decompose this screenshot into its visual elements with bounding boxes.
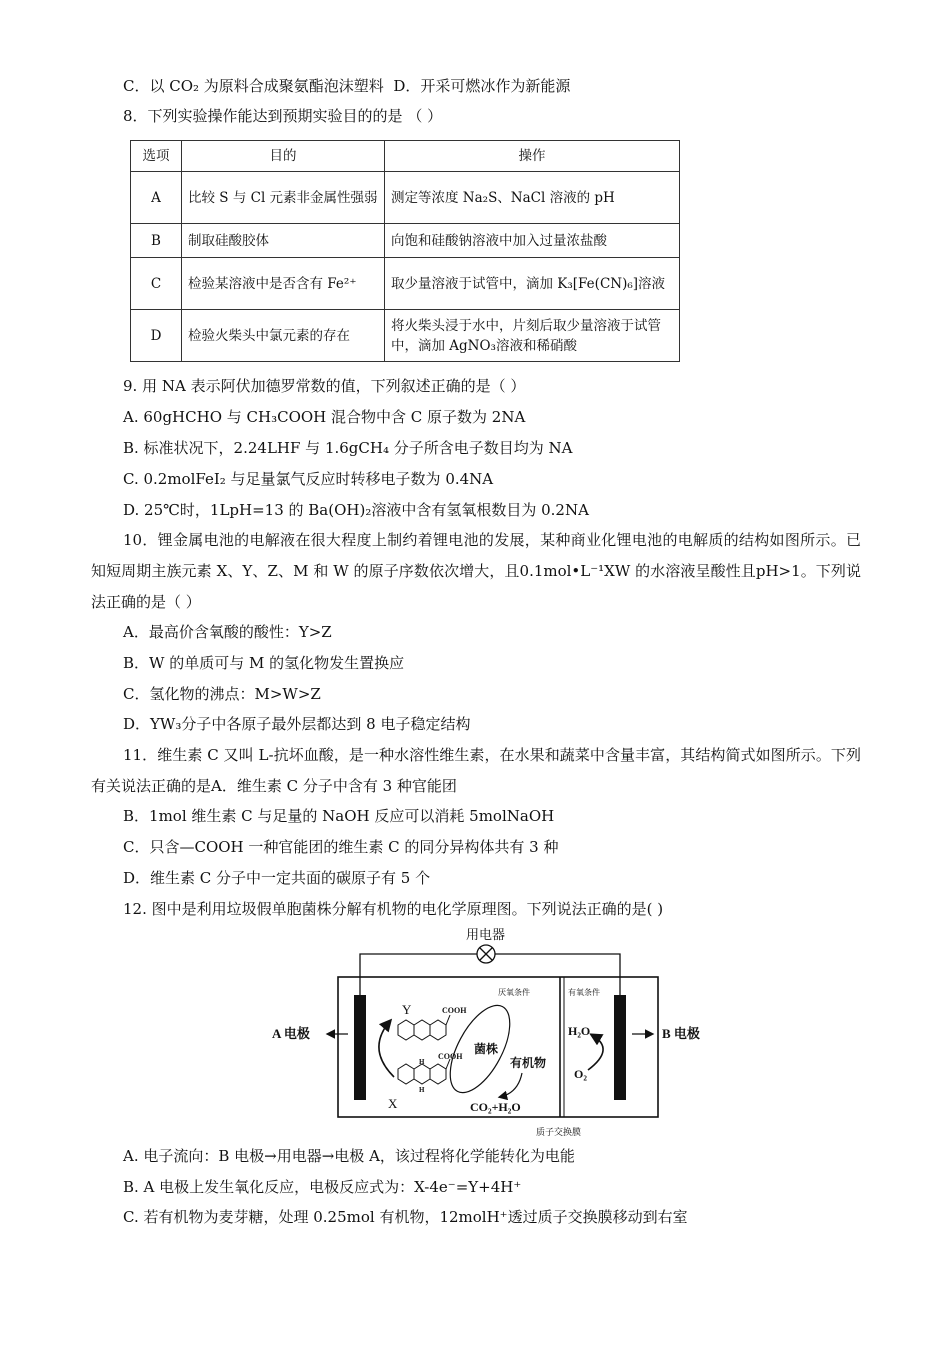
cell-operation: 测定等浓度 Na₂S、NaCl 溶液的 pH — [385, 172, 680, 224]
q10-option-d: D．YW₃分子中各原子最外层都达到 8 电子稳定结构 — [123, 715, 471, 733]
q12-option-c: C. 若有机物为麦芽糖，处理 0.25mol 有机物，12molH⁺透过质子交换膜移动到右室 — [123, 1208, 688, 1226]
molecule-x-label: X — [388, 1096, 398, 1111]
q9-option-c: C. 0.2molFeI₂ 与足量氯气反应时转移电子数为 0.4NA — [123, 470, 494, 488]
table-header-row — [131, 141, 680, 172]
q9-stem: 9. 用 NA 表示阿伏加德罗常数的值，下列叙述正确的是（ ） — [123, 377, 526, 395]
electrochem-diagram — [270, 925, 730, 1140]
electrode-a-label: A 电极 — [272, 1026, 310, 1041]
q8-table — [130, 140, 680, 362]
table-row — [131, 258, 680, 310]
q9-option-a: A. 60gHCHO 与 CH₃COOH 混合物中含 C 原子数为 2NA — [123, 408, 526, 426]
q8-stem: 8．下列实验操作能达到预期实验目的的是 （ ） — [123, 107, 443, 125]
q12-stem: 12. 图中是利用垃圾假单胞菌株分解有机物的电化学原理图。下列说法正确的是( ) — [123, 900, 664, 918]
q11-option-b: B．1mol 维生素 C 与足量的 NaOH 反应可以消耗 5molNaOH — [123, 807, 555, 825]
anaerobic-label: 厌氧条件 — [498, 988, 530, 997]
appliance-label: 用电器 — [466, 927, 506, 942]
table-row — [131, 172, 680, 224]
membrane-label: 质子交换膜 — [536, 1127, 582, 1137]
q9-option-b: B. 标准状况下，2.24LHF 与 1.6gCH₄ 分子所含电子数目均为 NA — [123, 439, 573, 457]
h-top-label: H — [419, 1058, 425, 1066]
q7-options-cd — [123, 76, 570, 96]
q11-stem: 11．维生素 C 又叫 L-抗坏血酸，是一种水溶性维生素，在水果和蔬菜中含量丰富，其结构简式如图所示。下列有关说法正确的是A．维生素 C 分子中含有 3 种官能团 — [91, 746, 861, 795]
electrode-b-label: B 电极 — [662, 1026, 700, 1041]
organic-label: 有机物 — [510, 1056, 547, 1070]
cell-option: A — [131, 172, 182, 224]
table-row — [131, 310, 680, 362]
q12-option-b: B. A 电极上发生氧化反应，电极反应式为：X-4e⁻=Y+4H⁺ — [123, 1178, 522, 1196]
q11-option-d: D．维生素 C 分子中一定共面的碳原子有 5 个 — [123, 869, 431, 887]
cooh-bottom-label: COOH — [438, 1052, 463, 1061]
products-label: CO₂+H₂O — [470, 1100, 521, 1114]
cooh-top-label: COOH — [442, 1006, 467, 1015]
electrode-a-bar — [354, 995, 366, 1100]
q10-stem: 10．锂金属电池的电解液在很大程度上制约着锂电池的发展，某种商业化锂电池的电解质的结构如图所示。已知短周期主族元素 X、Y、Z、M 和 W 的原子序数依次增大，且0.1mol•L⁻¹XW 的水溶液呈酸性且pH>1。下列说法正确的是（ ） — [91, 531, 861, 611]
q10-option-a: A．最高价含氧酸的酸性：Y>Z — [123, 623, 332, 641]
q12-option-a: A. 电子流向：B 电极→用电器→电极 A，该过程将化学能转化为电能 — [123, 1147, 575, 1165]
water-label: H₂O — [568, 1024, 591, 1038]
q10-option-b: B．W 的单质可与 M 的氢化物发生置换应 — [123, 654, 405, 672]
table-row — [131, 224, 680, 258]
q7-option-d: D．开采可燃冰作为新能源 — [393, 77, 571, 95]
cell-purpose: 制取硅酸胶体 — [182, 224, 385, 258]
cell-operation: 将火柴头浸于水中，片刻后取少量溶液于试管中，滴加 AgNO₃溶液和稀硝酸 — [385, 310, 680, 362]
appliance-icon — [477, 945, 495, 963]
o2-to-water-arrow — [588, 1035, 603, 1070]
external-wire — [360, 954, 477, 995]
cell-purpose: 检验某溶液中是否含有 Fe²⁺ — [182, 258, 385, 310]
electrode-b-bar — [614, 995, 626, 1100]
cell-purpose: 检验火柴头中氯元素的存在 — [182, 310, 385, 362]
molecule-y-label: Y — [402, 1002, 412, 1017]
col-header-purpose: 目的 — [182, 141, 385, 172]
oxygen-label: O₂ — [574, 1067, 587, 1081]
cell-option: D — [131, 310, 182, 362]
cell-option: B — [131, 224, 182, 258]
q9-option-d: D. 25℃时，1LpH=13 的 Ba(OH)₂溶液中含有氢氧根数目为 0.2NA — [123, 501, 589, 519]
col-header-option: 选项 — [131, 141, 182, 172]
cell-purpose: 比较 S 与 Cl 元素非金属性强弱 — [182, 172, 385, 224]
cell-operation: 取少量溶液于试管中，滴加 K₃[Fe(CN)₆]溶液 — [385, 258, 680, 310]
cell-option: C — [131, 258, 182, 310]
molecule-y-structure — [398, 1015, 450, 1040]
bacteria-label: 菌株 — [474, 1042, 499, 1056]
aerobic-label: 有氧条件 — [568, 988, 600, 997]
h-bottom-label: H — [419, 1086, 425, 1094]
q7-option-c: C．以 CO₂ 为原料合成聚氨酯泡沫塑料 — [123, 77, 384, 95]
q11-option-c: C．只含—COOH 一种官能团的维生素 C 的同分异构体共有 3 种 — [123, 838, 559, 856]
cell-operation: 向饱和硅酸钠溶液中加入过量浓盐酸 — [385, 224, 680, 258]
x-to-y-arrow — [379, 1021, 394, 1077]
col-header-operation: 操作 — [385, 141, 680, 172]
organic-to-products-arrow — [500, 1073, 522, 1097]
q10-option-c: C．氢化物的沸点：M>W>Z — [123, 685, 321, 703]
